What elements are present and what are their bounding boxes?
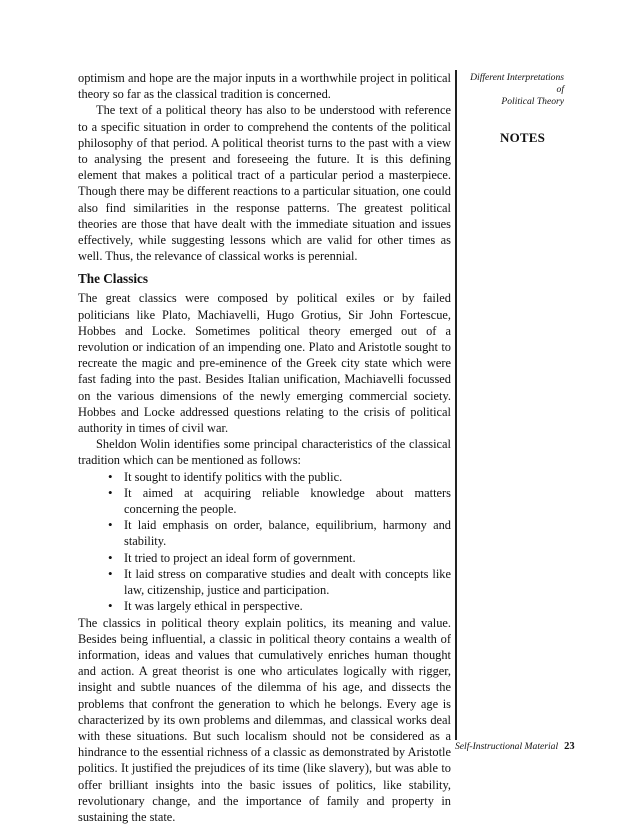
main-text-column [78, 70, 451, 825]
list-item: • It sought to identify politics with the public. [124, 469, 451, 485]
paragraph-intro: optimism and hope are the major inputs in a worthwhile project in political theory so far as the classical tradition is concerned. [78, 71, 451, 102]
running-header-line2: Political Theory [501, 96, 564, 107]
section-heading-classics: The Classics [78, 271, 148, 287]
paragraph-classics-explain: The classics in political theory explain politics, its meaning and value. Besides being influential, a classic in political theory contains a wealth of information, ideas and values that cumulatively enriches human thought and action. A great theorist is one who articulates logically with rigger, insight and subtle nuances of the dilemma of his age, and dissects the problems that confront the generation to which he belongs. Every age is characterized by its own problems and dilemmas, and classical works deal with these situations. But such localism should not be considered as a hindrance to the essential richness of a classic as demonstrated by Aristotle politics. It justified the prejudices of its time (like slavery), but was able to offer brilliant insights into the basic issues of politics, like stability, revolutionary change, and the importance of family and property in sustaining the state. [78, 615, 451, 824]
paragraph-great-classics: The great classics were composed by political exiles or by failed politicians like Plato, Machiavelli, Hugo Grotius, Sir John Fortescue, Hobbes and Locke. Sometimes political theory emerged out of a revolution or indication of an impending one. Plato and Aristotle sought to recreate the magic and pre-eminence of the Greek city state which were fast fading into the past. Besides Italian unification, Machiavelli focussed on the various dimensions of the newly emerging commercial society. Hobbes and Locke addressed questions relating to the crisis of political authority in times of civil war. [78, 291, 451, 436]
page-footer [455, 741, 575, 752]
notes-label: NOTES [500, 130, 546, 145]
list-item: • It aimed at acquiring reliable knowledge about matters concerning the people. [124, 485, 451, 517]
list-item: • It was largely ethical in perspective. [124, 598, 451, 614]
list-item: • It laid emphasis on order, balance, equilibrium, harmony and stability. [124, 517, 451, 549]
paragraph-wolin: Sheldon Wolin identifies some principal characteristics of the classical tradition which can be mentioned as follows: [78, 437, 451, 468]
paragraph-text-context: The text of a political theory has also to be understood with reference to a specific situation in order to comprehend the contents of the political philosophy of that period. A political theorist turns to the past with a view to analysing the present and foreseeing the future. It is this defining element that makes a political tract of a particular period a masterpiece. Though there may be different reactions to a particular situation, one could also find similarities in the response patterns. The greatest political theories are those that have dealt with the immediate situation and issues effectively, while suggesting lessons which are valid for other times as well. Thus, the relevance of classical works is perennial. [78, 103, 451, 264]
running-header-line1: Different Interpretations of [470, 72, 564, 95]
characteristics-list [78, 469, 451, 615]
running-header [464, 72, 564, 108]
footer-label: Self-Instructional Material [455, 741, 559, 752]
list-item: • It laid stress on comparative studies and dealt with concepts like law, citizenship, justice and participation. [124, 566, 451, 598]
margin-divider-line [455, 70, 457, 740]
page-number: 23 [564, 741, 575, 752]
list-item: • It tried to project an ideal form of government. [124, 550, 451, 566]
